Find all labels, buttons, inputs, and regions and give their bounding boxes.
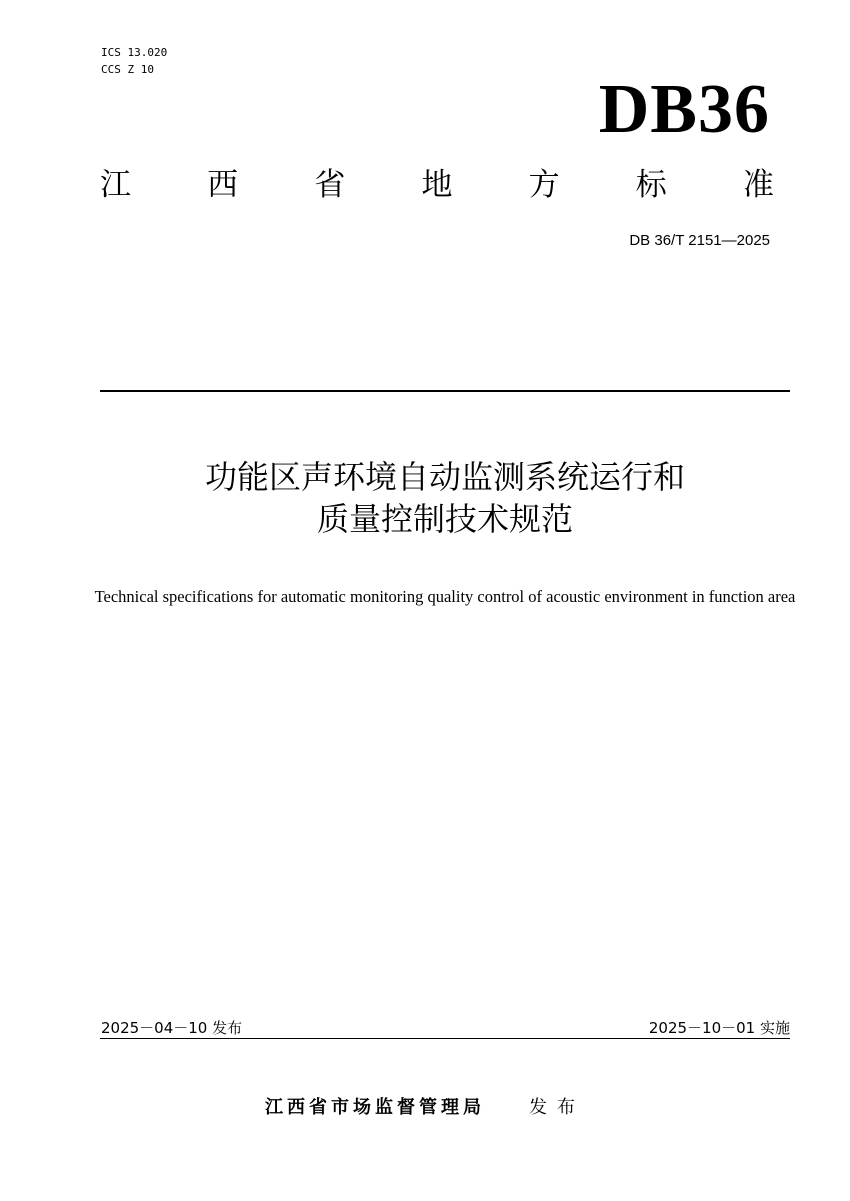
effective-date: 2025－10－01 实施 [648,1019,790,1037]
classification-codes [101,44,167,78]
ccs-code: CCS Z 10 [101,63,154,76]
publisher-name: 江西省市场监督管理局 [265,1097,485,1118]
publisher-line [100,1094,750,1122]
bottom-divider [100,1038,790,1039]
standard-type-char: 准 [742,167,774,203]
standard-type [100,163,774,207]
chinese-title-line: 质量控制技术规范 [316,500,573,538]
standard-number: DB 36/T 2151—2025 [629,232,770,249]
english-title: Technical specifications for automatic monitoring quality control of acoustic environment in function area [94,587,796,606]
standard-type-char: 标 [635,167,667,203]
standard-type-char: 方 [528,167,560,203]
standard-type-char: 省 [314,167,346,203]
top-divider [100,390,790,392]
chinese-title [100,456,790,540]
standard-type-char: 西 [207,167,239,203]
ics-code: ICS 13.020 [101,46,168,59]
chinese-title-line: 功能区声环境自动监测系统运行和 [204,458,685,496]
standard-type-char: 地 [421,167,453,203]
publish-label: 发布 [529,1097,585,1118]
standard-type-char: 江 [100,167,131,203]
standard-logo: DB36 [598,71,770,148]
issue-date: 2025－04－10 发布 [101,1019,243,1037]
